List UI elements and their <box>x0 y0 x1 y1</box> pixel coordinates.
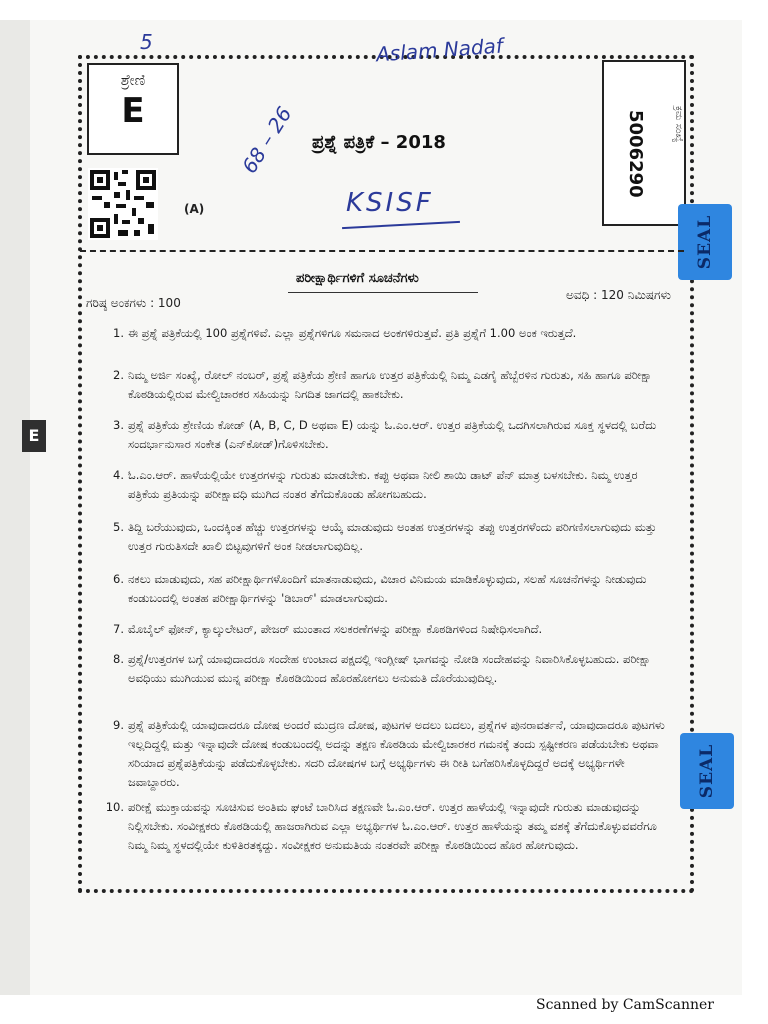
handwritten-numbers: 68 – 26 <box>237 102 297 178</box>
handwritten-page-number: 5 <box>140 30 153 54</box>
page-title: ಪ್ರಶ್ನೆ ಪತ್ರಿಕೆ – 2018 <box>312 132 446 153</box>
seal-sticker-top: SEAL <box>678 204 732 280</box>
edge-tab: E <box>22 420 46 452</box>
qr-code-icon <box>88 168 158 240</box>
tear-line <box>80 250 684 252</box>
total-marks: ಗರಿಷ್ಠ ಅಂಕಗಳು : 100 <box>86 296 181 310</box>
paper-version: (A) <box>184 202 205 216</box>
handwritten-name: Aslam Nadaf <box>375 33 504 67</box>
serial-caption: ಕ್ರಮ ಸಂಖ್ಯೆ <box>673 106 684 143</box>
instructions-heading: ಪರೀಕ್ಷಾರ್ಥಿಗಳಿಗೆ ಸೂಚನೆಗಳು <box>296 271 419 286</box>
serial-number: 5006290 <box>625 110 646 198</box>
seal-sticker-bottom: SEAL <box>680 733 734 809</box>
left-page-edge <box>0 20 30 995</box>
handwritten-code: KSISF <box>346 188 434 218</box>
scanner-watermark: Scanned by CamScanner <box>536 997 714 1013</box>
category-label: ಶ್ರೇಣಿ <box>120 71 146 89</box>
heading-underline <box>288 292 478 293</box>
category-value: E <box>121 91 145 131</box>
category-box <box>87 63 179 155</box>
exam-duration: ಅವಧಿ : 120 ನಿಮಿಷಗಳು <box>566 288 671 302</box>
